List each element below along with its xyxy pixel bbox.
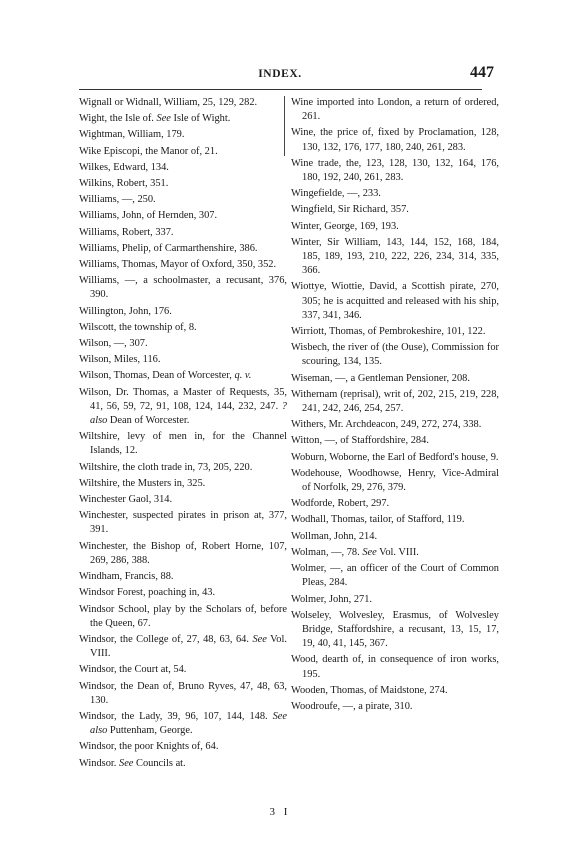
index-entry-text: Winchester, suspected pirates in prison at, 377, 391. [79, 510, 287, 536]
index-entry-tail: Dean of Worcester. [107, 415, 190, 427]
index-entry [79, 633, 287, 661]
index-entry [291, 434, 499, 448]
index-entry-text: Williams, Thomas, Mayor of Oxford, 350, 352. [79, 259, 277, 271]
index-entry [79, 274, 287, 302]
index-entry-text: Wilscott, the township of, 8. [79, 321, 197, 333]
index-entry [79, 430, 287, 458]
index-entry [79, 258, 287, 272]
index-entry-text: Wingefielde, —, 233. [291, 188, 381, 200]
index-entry-text: Wodforde, Robert, 297. [291, 498, 390, 510]
index-entry [291, 325, 499, 339]
see-reference: See [252, 633, 267, 645]
index-entry-text: Winter, Sir William, 143, 144, 152, 168, 184, 185, 189, 193, 210, 222, 226, 234, 314, 335, 366. [291, 236, 499, 277]
index-entry-text: Wingfield, Sir Richard, 357. [291, 204, 409, 216]
index-entry-text: Winchester, the Bishop of, Robert Horne, 107, 269, 286, 388. [79, 540, 287, 566]
index-entry [291, 372, 499, 386]
index-entry [291, 341, 499, 369]
index-entry-text: Williams, —, 250. [79, 194, 156, 206]
index-entry-tail: Puttenham, George. [107, 725, 193, 737]
index-entry-text: Windsor, the College of, 27, 48, 63, 64. [79, 633, 253, 645]
index-entry-text: Wolman, —, 78. [291, 546, 363, 558]
see-reference: q. v. [234, 370, 252, 382]
index-entry [79, 226, 287, 240]
index-entry-text: Witton, —, of Staffordshire, 284. [291, 435, 429, 447]
index-entry [79, 242, 287, 256]
index-entry [79, 663, 287, 677]
index-entry [291, 96, 499, 124]
index-entry-tail: Vol. VIII. [376, 546, 419, 558]
index-entry-text: Williams, Robert, 337. [79, 226, 174, 238]
index-entry-text: Windsor Forest, poaching in, 43. [79, 587, 216, 599]
index-entry [291, 609, 499, 652]
index-entry [79, 570, 287, 584]
index-entry-text: Windsor, the Lady, 39, 96, 107, 144, 148. [79, 710, 273, 722]
index-entry [79, 740, 287, 754]
index-entry [79, 680, 287, 708]
index-entry-text: Wiltshire, the Musters in, 325. [79, 477, 206, 489]
index-entry-text: Williams, Phelip, of Carmarthenshire, 386. [79, 242, 258, 254]
index-entry-text: Withernam (reprisal), writ of, 202, 215, 219, 228, 241, 242, 246, 254, 257. [291, 388, 499, 415]
index-entry [79, 209, 287, 223]
index-entry-text: Windsor, the poor Knights of, 64. [79, 741, 219, 753]
index-entry [79, 321, 287, 335]
index-entry-text: Williams, —, a schoolmaster, a recusant, 376, 390. [79, 275, 287, 301]
index-entry [291, 126, 499, 154]
index-column-right [291, 96, 499, 716]
index-entry-text: Wodehouse, Woodhowse, Henry, Vice-Admiral of Norfolk, 29, 276, 379. [291, 467, 499, 494]
index-entry-text: Windham, Francis, 88. [79, 571, 174, 583]
index-entry [291, 203, 499, 217]
index-entry-text: Wolseley, Wolvesley, Erasmus, of Wolvesley Bridge, Staffordshire, a recusant, 13, 15, 17, 19, 40, 41, 145, 367. [291, 609, 499, 650]
index-entry-text: Wine, the price of, fixed by Proclamation, 128, 130, 132, 176, 177, 180, 240, 261, 283. [291, 127, 499, 153]
column-divider [284, 96, 285, 156]
header-rule [79, 89, 482, 90]
index-entry [79, 337, 287, 351]
index-entry-text: Wolmer, John, 271. [291, 593, 372, 605]
index-entry-text: Wodhall, Thomas, tailor, of Stafford, 119. [291, 514, 465, 526]
index-entry-text: Wilkes, Edward, 134. [79, 161, 169, 173]
index-entry [291, 513, 499, 527]
index-entry-text: Wight, the Isle of. [79, 113, 157, 125]
index-entry [291, 467, 499, 495]
index-entry [79, 540, 287, 568]
index-entry [291, 700, 499, 714]
index-entry [79, 509, 287, 537]
index-entry-text: Winchester Gaol, 314. [79, 494, 173, 506]
index-entry [79, 461, 287, 475]
index-entry-text: Wolmer, —, an officer of the Court of Common Pleas, 284. [291, 563, 499, 589]
index-entry [79, 112, 287, 126]
index-entry-text: Wood, dearth of, in consequence of iron works, 195. [291, 654, 499, 680]
index-entry-tail: Councils at. [133, 757, 186, 769]
index-entry-text: Wollman, John, 214. [291, 530, 378, 542]
index-entry [291, 593, 499, 607]
index-entry-text: Wiltshire, levy of men in, for the Channel Islands, 12. [79, 431, 287, 457]
index-entry-text: Wine trade, the, 123, 128, 130, 132, 164, 176, 180, 192, 240, 261, 283. [291, 157, 499, 184]
index-entry-text: Withers, Mr. Archdeacon, 249, 272, 274, 338. [291, 419, 482, 431]
index-entry-text: Woburn, Woborne, the Earl of Bedford's house, 9. [291, 451, 499, 463]
index-entry [291, 187, 499, 201]
index-entry-text: Wilkins, Robert, 351. [79, 178, 169, 190]
running-head: INDEX. [258, 68, 302, 80]
index-entry-text: Wine imported into London, a return of ordered, 261. [291, 97, 499, 123]
index-entry [79, 128, 287, 142]
index-entry [291, 653, 499, 681]
index-entry-text: Wiottye, Wiottie, David, a Scottish pirate, 270, 305; he is acquitted and released with his ship, 337, 341, 346. [291, 281, 499, 321]
index-entry [291, 497, 499, 511]
index-entry [79, 193, 287, 207]
index-entry-text: Wilson, Dr. Thomas, a Master of Requests, 35, 41, 56, 59, 72, 91, 108, 124, 144, 232, 247. [79, 386, 287, 412]
index-entry [291, 157, 499, 185]
see-reference: See [156, 113, 171, 125]
index-entry [79, 353, 287, 367]
index-entry [291, 546, 499, 560]
index-entry-tail: Vol. VIII. [90, 633, 287, 660]
index-entry-text: Windsor School, play by the Scholars of, before the Queen, 67. [79, 603, 287, 629]
index-entry [79, 369, 287, 383]
index-entry [79, 386, 287, 429]
index-entry [79, 710, 287, 738]
index-entry-text: Wignall or Widnall, William, 25, 129, 282. [79, 97, 258, 108]
index-column-left [79, 96, 287, 773]
index-entry-text: Wike Episcopi, the Manor of, 21. [79, 145, 218, 157]
index-entry [291, 451, 499, 465]
index-entry [79, 586, 287, 600]
index-entry-text: Woodroufe, —, a pirate, 310. [291, 700, 413, 712]
index-entry [79, 305, 287, 319]
index-entry-text: Wisbech, the river of (the Ouse), Commission for scouring, 134, 135. [291, 342, 499, 368]
index-entry [291, 418, 499, 432]
index-entry-text: Winter, George, 169, 193. [291, 220, 399, 232]
index-entry [79, 477, 287, 491]
index-entry-text: Wooden, Thomas, of Maidstone, 274. [291, 684, 448, 696]
index-entry-tail: Isle of Wight. [170, 113, 231, 125]
index-entry-text: Wiltshire, the cloth trade in, 73, 205, 220. [79, 461, 253, 473]
see-reference: ? also [90, 400, 287, 427]
index-entry [291, 388, 499, 416]
index-entry [291, 684, 499, 698]
index-entry-text: Wiseman, —, a Gentleman Pensioner, 208. [291, 372, 470, 384]
signature-mark: 3 I [269, 806, 291, 818]
index-entry-text: Williams, John, of Hernden, 307. [79, 210, 218, 222]
see-reference: See also [90, 710, 287, 737]
index-entry [291, 236, 499, 279]
page-number: 447 [470, 64, 494, 81]
index-entry-text: Windsor, the Court at, 54. [79, 664, 187, 676]
index-entry [79, 603, 287, 631]
index-entry [291, 530, 499, 544]
index-entry [79, 161, 287, 175]
index-entry-text: Wilson, —, 307. [79, 338, 148, 350]
index-entry-text: Willington, John, 176. [79, 305, 172, 317]
index-entry-text: Wirriott, Thomas, of Pembrokeshire, 101, 122. [291, 326, 486, 338]
see-reference: See [362, 546, 377, 558]
index-entry-text: Wilson, Thomas, Dean of Worcester, [79, 370, 235, 382]
index-entry [79, 757, 287, 771]
index-entry-text: Wightman, William, 179. [79, 129, 185, 141]
index-entry [79, 96, 287, 110]
index-entry [291, 280, 499, 323]
index-entry [79, 145, 287, 159]
index-entry-text: Windsor, the Dean of, Bruno Ryves, 47, 48, 63, 130. [79, 680, 287, 706]
index-entry-text: Wilson, Miles, 116. [79, 354, 161, 366]
index-entry [291, 220, 499, 234]
see-reference: See [119, 757, 134, 769]
page-header [80, 64, 494, 86]
index-entry [79, 493, 287, 507]
index-entry [291, 562, 499, 590]
index-entry [79, 177, 287, 191]
index-entry-text: Windsor. [79, 757, 119, 769]
